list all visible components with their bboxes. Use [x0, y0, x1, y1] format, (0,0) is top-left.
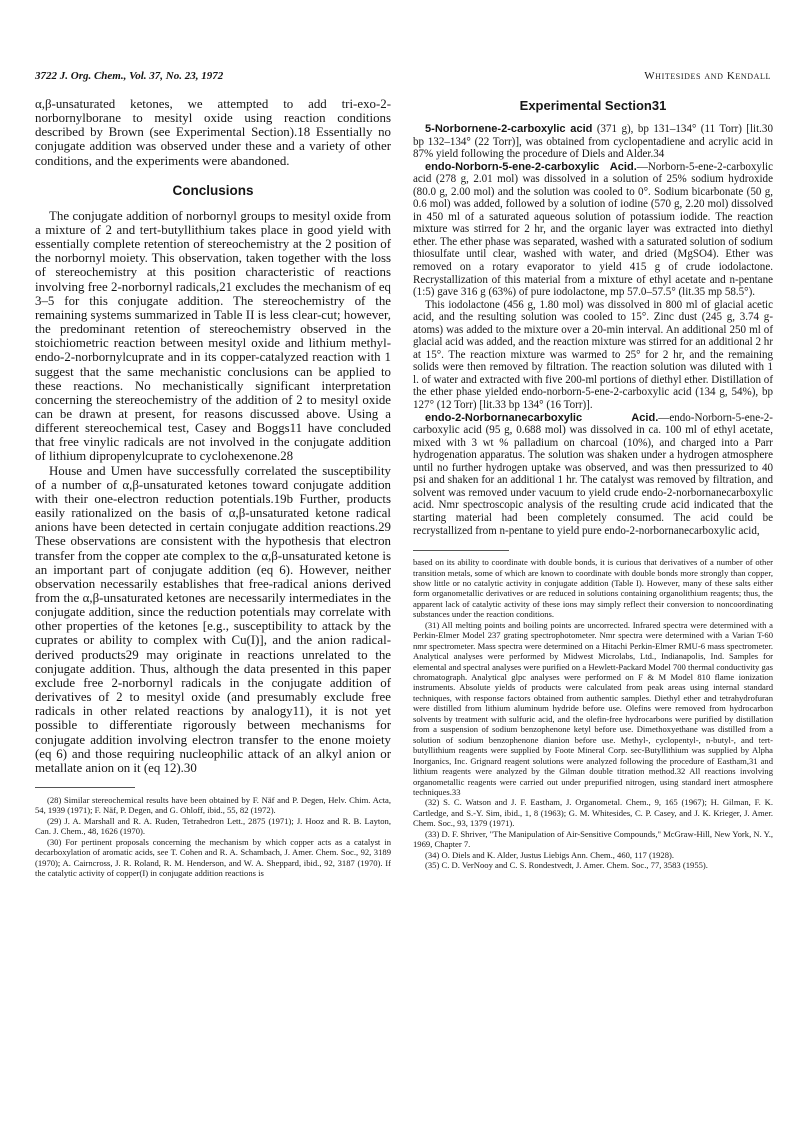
- experimental-text-2: —Norborn-5-ene-2-carboxylic acid (278 g, 2.01 mol) was dissolved in a solution of 25% sodium hydroxide (80.0 g, 2.00 mol) and the solution was cooled to 0°. Sodium bicarbonate (50 g, 0.6 mol) was added, followed by a solution of iodine (570 g, 2.20 mol) dissolved in 450 ml of a saturated aqueous solution of potassium iodide. The reaction mixture was stirred for 2 hr, and the organic layer was extracted into diethyl ether. The ether phase was separated, washed with a saturated solution of sodium thiosulfate until clear, washed with water, and dried (MgSO4). Ether was removed on a rotary evaporator to yield 415 g of crude iodolactone. Recrystallization of this material from a mixture of ethyl acetate and n-pentane (1:5) gave 316 g (63%) of pure iodolactone, mp 57.0–57.5° (lit.35 mp 58.5°).: [413, 160, 773, 299]
- footnote-32: (32) S. C. Watson and J. F. Eastham, J. Organometal. Chem., 9, 165 (1967); H. Gilman, F. K. Cartledge, and S.-Y. Sim, ibid., 1, 8 (1963); G. M. Whitesides, C. P. Casey, and J. K. Krieger, J. Amer. Chem. Soc., 93, 1379 (1971).: [413, 797, 773, 829]
- conclusions-heading: Conclusions: [172, 182, 254, 198]
- left-column: [35, 97, 391, 879]
- footnote-30-continued: based on its ability to coordinate with double bonds, it is curious that derivatives of a number of other transition metals, some of which are known to coordinate with double bonds more strongly than copper, show little or no catalytic activity in conjugate addition (Table I). However, many of these salts either form organometallic derivatives or are reduced in solutions containing organolithium reagents; thus, the apparent lack of catalytic activity of these ions may simply reflect their conversion to noncoordinating substances under the reaction conditions.: [413, 557, 773, 620]
- footnote-30: (30) For pertinent proposals concerning the mechanism by which copper acts as a catalyst in decarboxylation of aromatic acids, see T. Cohen and R. A. Schambach, J. Amer. Chem. Soc., 92, 3189 (1970); A. Cairncross, J. R. Roland, R. M. Henderson, and W. A. Sheppard, ibid., 92, 3187 (1970). If the catalytic activity of copper(I) in conjugate addition reactions is: [35, 836, 391, 879]
- author-header: Whitesides and Kendall: [644, 70, 771, 82]
- experimental-paragraph-4: [413, 412, 773, 537]
- experimental-paragraph-1: [413, 123, 773, 161]
- experimental-text-1: (371 g), bp 131–134° (11 Torr) [lit.30 bp 132–134° (22 Torr)], was obtained from cyclopentadiene and acrylic acid in 87% yield following the procedure of Diels and Alder.34: [413, 123, 773, 161]
- conclusions-paragraph-1: The conjugate addition of norbornyl groups to mesityl oxide from a mixture of 2 and tert-butyllithium takes place in good yield with essentially complete retention of stereochemistry at the 2 position of the norbornyl moiety. This observation, taken together with the loss of stereochemistry at this position characteristic of reactions involving free 2-norbornyl radicals,21 excludes the mechanism of eq 3–5 for this conjugate addition. The stereochemistry of the remaining systems summarized in Table II is less clear-cut; however, the predominant retention of stereochemistry observed in the stoichiometric reaction between mesityl oxide and lithium methyl-endo-2-norbornylcuprate and in its copper-catalyzed reaction with 1 suggest that the same mechanistic conclusions can be applied to these reactions. No mechanistically significant interpretation concerning the stereochemistry of the addition of 2 to mesityl oxide can be drawn at present, for reasons discussed above. Using a different stereochemical test, Casey and Boggs11 have concluded that free vinylic radicals are not involved in the conjugate addition of lithium dipropenylcuprate to cyclohexenone.28: [35, 208, 391, 464]
- intro-paragraph: α,β-unsaturated ketones, we attempted to add tri-exo-2-norbornylborane to mesityl oxide using reaction conditions described by Brown (see Experimental Section).18 Essentially no conjugate addition was observed under these and a variety of other conditions, and the experiments were abandoned.: [35, 97, 391, 168]
- conclusions-paragraph-2: House and Umen have successfully correlated the susceptibility of a number of α,β-unsaturated ketones toward conjugate addition with their one-electron reduction potentials.19b Further, products easily rationalized on the basis of α,β-unsaturated ketone radical anions have been detected in certain conjugate addition reactions.29 These observations are consistent with the hypothesis that electron transfer from the copper ate complex to the α,β-unsaturated ketone is an important part of conjugate addition (eq 6). However, neither observation necessarily establishes that free-radical anions derived from the α,β-unsaturated ketones are necessarily intermediates in the conjugate addition, since the reduction potentials may correlate with other properties of the ketones [e.g., susceptibility to attack by the cuprates or ability to complex with Cu(I)], and the anion radical-derived products29 may originate in reactions unrelated to the conjugate addition. Thus, although the data presented in this paper exclude free 2-norbornyl radicals in the conjugate addition of derivatives of 2 to mesityl oxide (and presumably exclude free radicals in other related reactions by analogy11), it is not yet possible to differentiate rigorously between mechanisms for conjugate addition involving electron transfer to the enone moiety (eq 6) and those requiring nucleophilic attack of an alkyl anion or metallate anion on it (eq 12).30: [35, 463, 391, 775]
- experimental-heading: Experimental Section31: [519, 98, 667, 113]
- footnote-28: (28) Similar stereochemical results have been obtained by F. Näf and P. Degen, Helv. Chim. Acta, 54, 1939 (1971); F. Näf, P. Degen, and G. Ohloff, ibid., 55, 82 (1972).: [35, 795, 391, 816]
- experimental-text-4: —endo-Norborn-5-ene-2-carboxylic acid (95 g, 0.688 mol) was dissolved in ca. 100 ml of ethyl acetate, mixed with 3 wt % palladium on charcoal (10%), and charged into a Parr hydrogenation apparatus. The solution was shaken under a hydrogen atmosphere until no further hydrogen uptake was observed, and was then pressurized to 40 psi and shaken for an additional 1 hr. The catalyst was removed by filtration, and solvent was removed under vacuum to yield crude endo-2-norbornanecarboxylic acid. Nmr spectroscopic analysis of the resulting crude acid indicated that the starting material had been completely consumed. The acid could be recrystallized from n-pentane to yield pure endo-2-norbornanecarboxylic acid,: [413, 411, 773, 537]
- running-header: [35, 70, 771, 86]
- footnote-35: (35) C. D. VerNooy and C. S. Rondestvedt, J. Amer. Chem. Soc., 77, 3583 (1955).: [425, 860, 708, 871]
- footnote-34: (34) O. Diels and K. Alder, Justus Liebigs Ann. Chem., 460, 117 (1928).: [425, 849, 675, 860]
- footnote-divider: [413, 550, 509, 551]
- footnote-divider: [35, 787, 135, 788]
- experimental-paragraph-2: [413, 161, 773, 299]
- journal-citation: 3722 J. Org. Chem., Vol. 37, No. 23, 1972: [35, 70, 224, 82]
- compound-title-norbornene-acid: 5-Norbornene-2-carboxylic acid: [425, 123, 593, 135]
- footnote-33: (33) D. F. Shriver, "The Manipulation of Air-Sensitive Compounds," McGraw-Hill, New York, N. Y., 1969, Chapter 7.: [413, 828, 773, 850]
- compound-title-endo-norbornene-acid: endo-Norborn-5-ene-2-carboxylic Acid.: [425, 160, 637, 173]
- compound-title-norbornane-acid: endo-2-Norbornanecarboxylic Acid.: [425, 411, 659, 424]
- footnote-31: (31) All melting points and boiling points are uncorrected. Infrared spectra were determined with a Perkin-Elmer Model 237 grating spectrophotometer. Nmr spectra were determined with a Varian T-60 nmr spectrometer. Mass spectra were determined on a Hitachi Perkin-Elmer RMU-6 mass spectrometer. Analytical analyses were performed by Midwest Microlabs, Ltd., Indianapolis, Ind. Samples for elemental and spectral analyses were purified on a Hewlett-Packard Model 700 thermal conductivity gas chromatograph. Analytical glpc analyses were performed on F & M Model 810 flame ionization instruments. Absolute yields of products were calculated from peak areas using internal standard techniques, with response factors obtained from authentic samples. Diethyl ether and tetrahydrofuran were distilled from lithium aluminum hydride before use. Olefins were removed from hydrocarbon solvents by treatment with sulfuric acid, and the olefin-free hydrocarbons were purified by distillation from a suspension of sodium benzophenone ketyl before use. Dimethoxyethane was distilled from a solution of sodium benzophenone dianion before use. Methyl-, cyclopentyl-, n-butyl-, and tert-butyllithium reagents were supplied by Foote Mineral Corp. sec-Butyllithium was supplied by Alpha Inorganics, Inc. Grignard reagent solutions were analyzed following the procedure of Eastham,31 and lithium reagents were analyzed by the Gilman double titration method.32 All reactions involving organometallic reagents were carried out under prepurified nitrogen, using standard inert atmosphere techniques.33: [413, 619, 773, 798]
- experimental-paragraph-3: This iodolactone (456 g, 1.80 mol) was dissolved in 800 ml of glacial acetic acid, and the resulting solution was cooled to 15°. Zinc dust (245 g, 3.74 g-atoms) was added to the mixture over a 20-min interval. An additional 250 ml of glacial acid was added, and the reaction mixture was stirred for an additional 2 hr at 15°. The reaction mixture was warmed to 25° for 2 hr, and the remaining solids were then removed by filtration. The reaction solution was diluted with 1 l. of water and extracted with five 200-ml portions of diethyl ether. Distillation of the ether phase yielded endo-norborn-5-ene-2-carboxylic acid (134 g, 54%), bp 127° (12 Torr) [lit.33 bp 134° (16 Torr)].: [413, 298, 773, 412]
- right-column: [413, 97, 773, 871]
- footnote-29: (29) J. A. Marshall and R. A. Ruden, Tetrahedron Lett., 2875 (1971); J. Hooz and R. B. Layton, Can. J. Chem., 48, 1626 (1970).: [35, 815, 391, 837]
